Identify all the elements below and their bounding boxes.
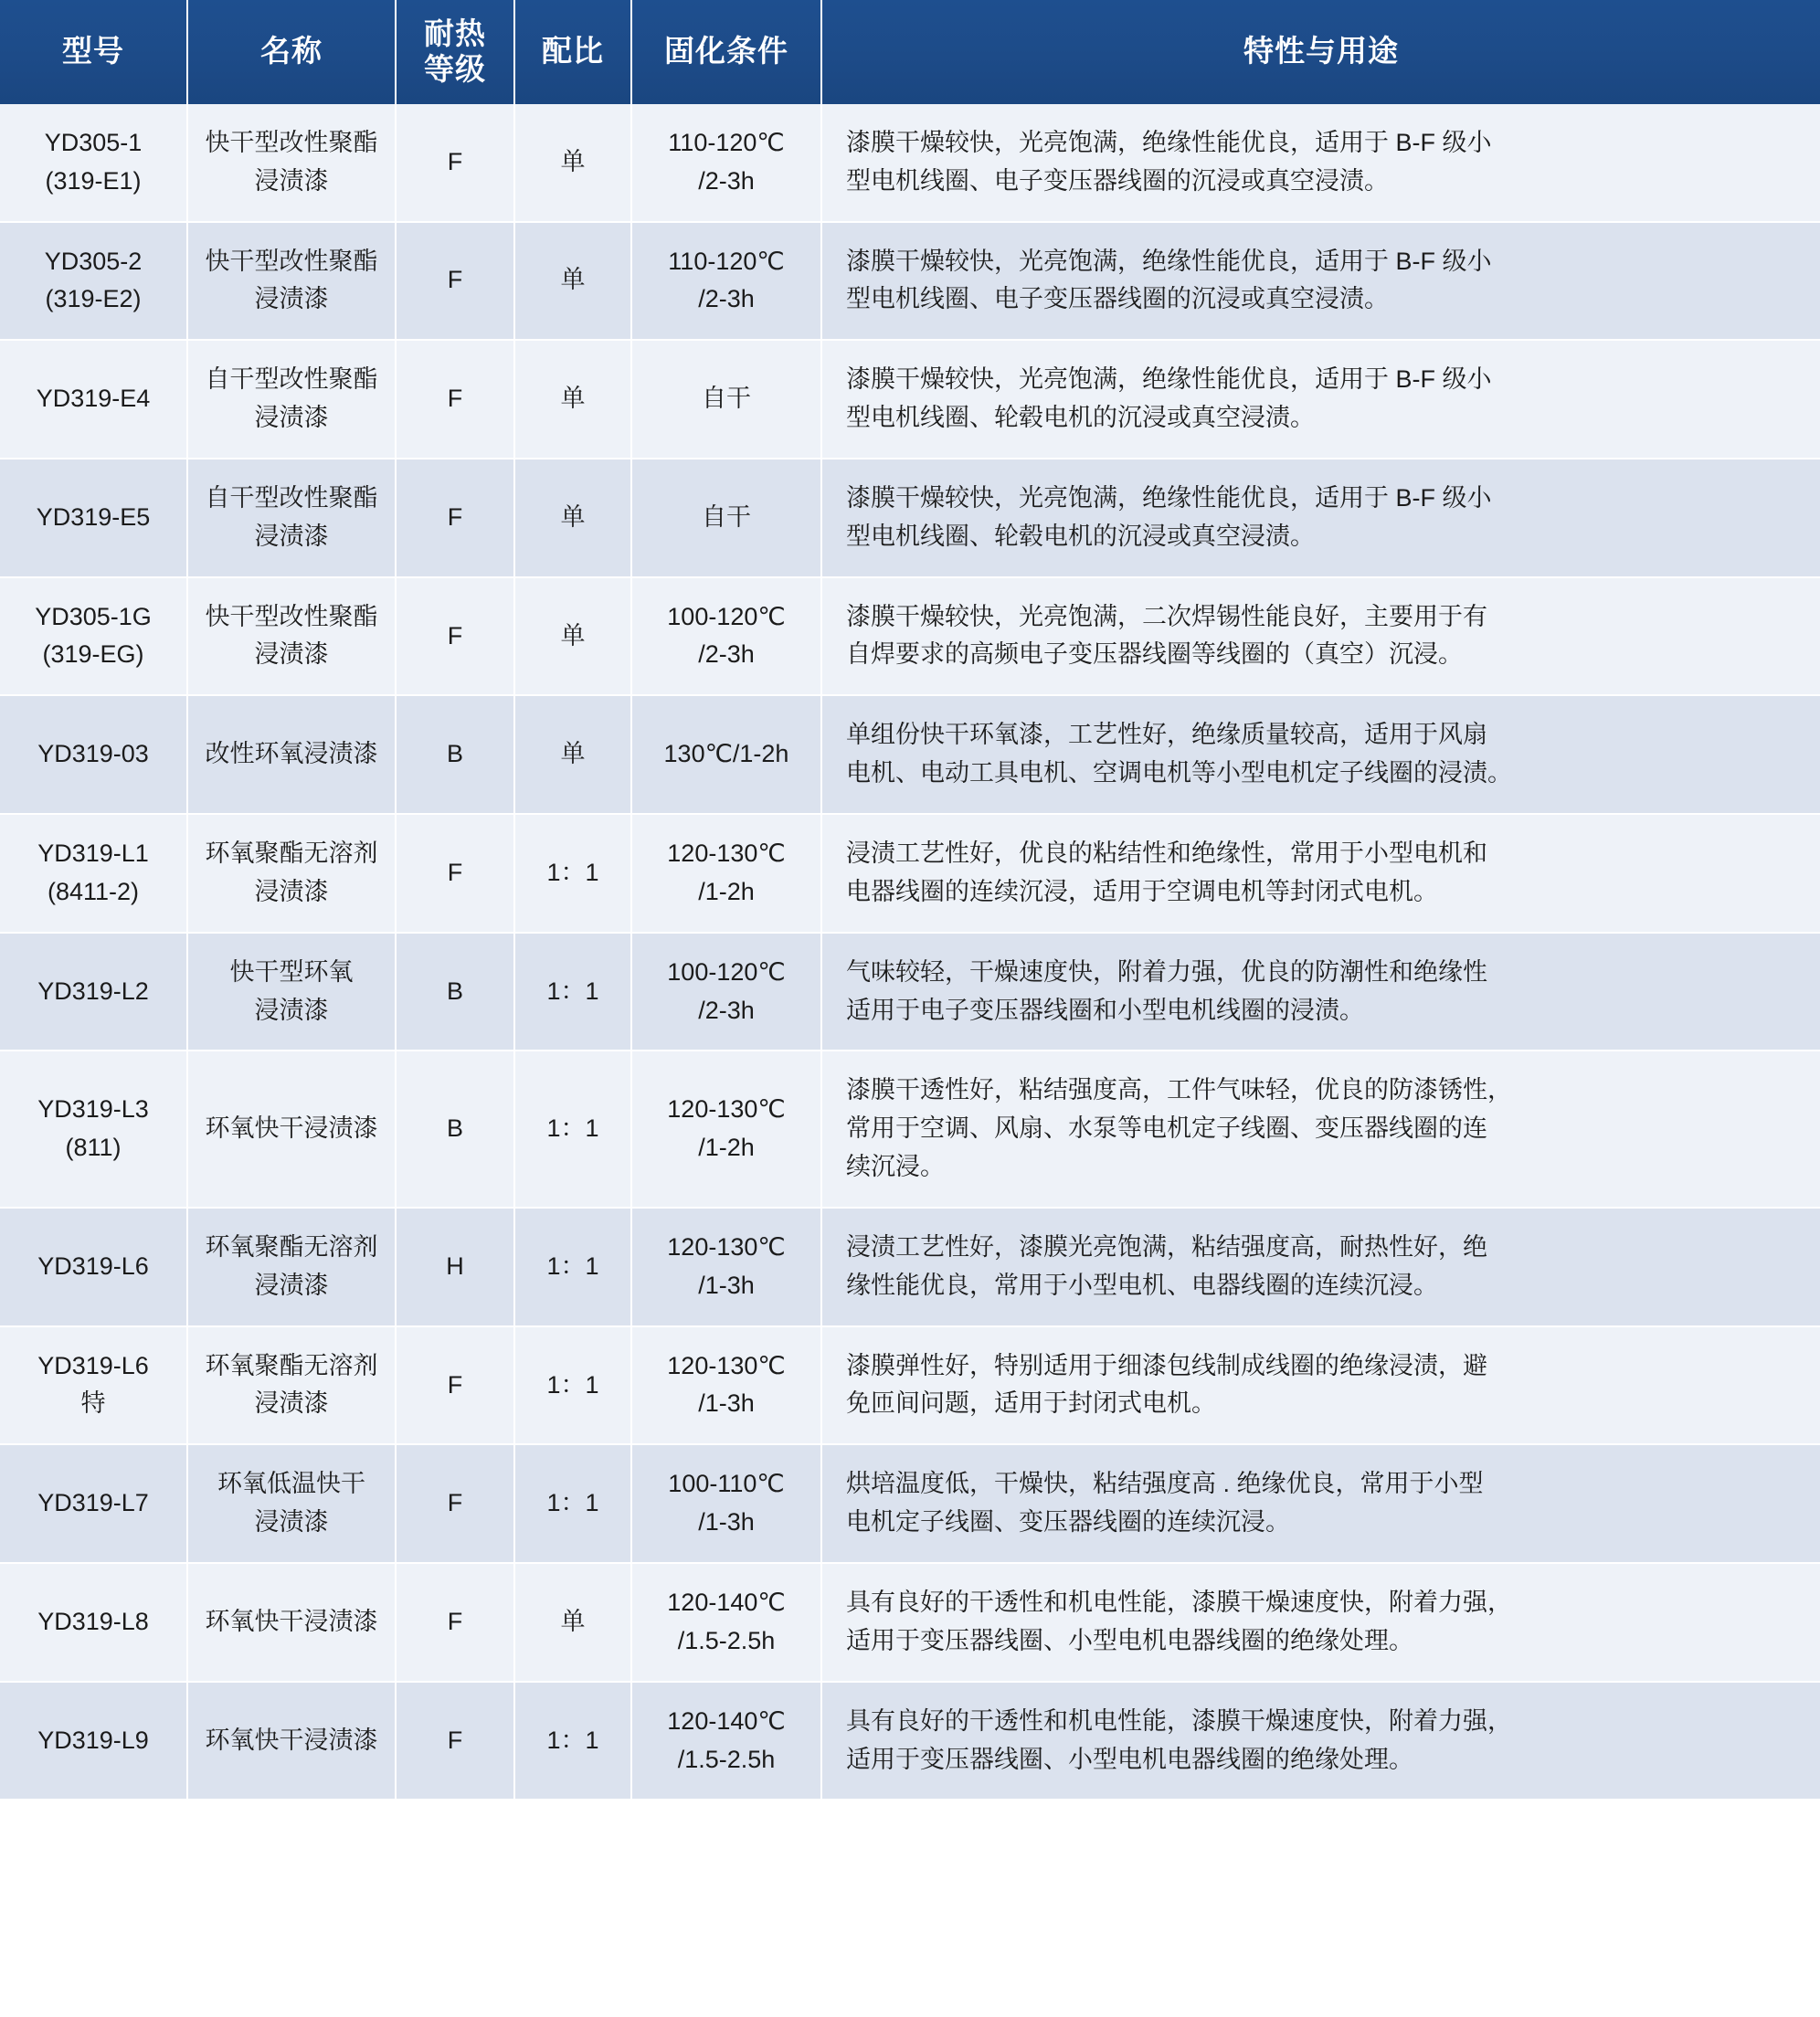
cell-ratio: 单 bbox=[514, 459, 631, 577]
cell-cure-condition bbox=[631, 1682, 821, 1801]
cell-feature-usage bbox=[821, 1444, 1820, 1563]
cell-cure-condition-line: 自干 bbox=[702, 385, 751, 413]
cell-name bbox=[187, 933, 396, 1051]
cell-model bbox=[0, 104, 187, 222]
cell-feature-usage-line: 漆膜干燥较快，光亮饱满，二次焊锡性能良好，主要用于有 bbox=[846, 602, 1487, 630]
cell-cure-condition bbox=[631, 1051, 821, 1208]
cell-feature-usage-line: 漆膜干燥较快，光亮饱满，绝缘性能优良，适用于 B-F 级小 bbox=[846, 247, 1492, 275]
cell-model bbox=[0, 1208, 187, 1326]
table-row bbox=[0, 695, 1820, 814]
cell-heat-grade: B bbox=[396, 933, 514, 1051]
cell-model bbox=[0, 933, 187, 1051]
cell-cure-condition-line: 100-110℃ bbox=[668, 1470, 785, 1498]
cell-cure-condition-line: 130℃/1-2h bbox=[663, 740, 789, 768]
cell-ratio: 1：1 bbox=[514, 1682, 631, 1801]
cell-feature-usage-line: 漆膜干燥较快，光亮饱满，绝缘性能优良，适用于 B-F 级小 bbox=[846, 483, 1492, 512]
cell-name-line: 快干型环氧 bbox=[229, 957, 354, 986]
cell-cure-condition bbox=[631, 104, 821, 222]
cell-model-line: YD319-L7 bbox=[37, 1489, 149, 1517]
cell-cure-condition bbox=[631, 695, 821, 814]
cell-model bbox=[0, 459, 187, 577]
table-row bbox=[0, 814, 1820, 933]
cell-model-line: YD319-L1 bbox=[37, 840, 149, 867]
cell-feature-usage-line: 具有良好的干透性和机电性能，漆膜干燥速度快，附着力强， bbox=[846, 1706, 1512, 1735]
cell-ratio: 1：1 bbox=[514, 814, 631, 933]
cell-cure-condition-line: /1-3h bbox=[698, 1389, 755, 1418]
cell-name-line: 自干型改性聚酯 bbox=[205, 365, 378, 394]
cell-name-line: 浸渍漆 bbox=[254, 877, 329, 905]
cell-heat-grade: F bbox=[396, 1682, 514, 1801]
cell-heat-grade: F bbox=[396, 340, 514, 459]
cell-feature-usage bbox=[821, 1051, 1820, 1208]
cell-model-line: YD319-L6 bbox=[37, 1251, 149, 1280]
cell-cure-condition-line: 120-140℃ bbox=[667, 1706, 786, 1735]
cell-model-line: YD305-2 bbox=[44, 247, 143, 275]
cell-feature-usage-line: 漆膜干透性好，粘结强度高，工件气味轻，优良的防漆锈性， bbox=[846, 1076, 1512, 1104]
cell-ratio: 单 bbox=[514, 104, 631, 222]
column-header-heat-grade-line2: 等级 bbox=[424, 51, 486, 86]
cell-feature-usage-line: 单组份快干环氧漆，工艺性好，绝缘质量较高，适用于风扇 bbox=[846, 721, 1487, 749]
cell-cure-condition-line: /2-3h bbox=[698, 166, 755, 195]
table-row bbox=[0, 222, 1820, 341]
cell-name bbox=[187, 1682, 396, 1801]
cell-cure-condition-line: 120-140℃ bbox=[667, 1588, 786, 1616]
cell-name-line: 浸渍漆 bbox=[254, 640, 329, 669]
cell-name bbox=[187, 222, 396, 341]
cell-feature-usage-line: 型电机线圈、轮毂电机的沉浸或真空浸渍。 bbox=[846, 404, 1315, 432]
cell-heat-grade: H bbox=[396, 1208, 514, 1326]
cell-feature-usage bbox=[821, 577, 1820, 696]
cell-model bbox=[0, 1444, 187, 1563]
cell-feature-usage bbox=[821, 1682, 1820, 1801]
cell-name-line: 浸渍漆 bbox=[254, 1389, 329, 1418]
cell-name-line: 环氧聚酯无溶剂 bbox=[205, 1232, 378, 1261]
cell-cure-condition-line: /2-3h bbox=[698, 285, 755, 313]
cell-name-line: 环氧低温快干 bbox=[217, 1470, 365, 1498]
cell-heat-grade: F bbox=[396, 222, 514, 341]
cell-cure-condition-line: 100-120℃ bbox=[667, 602, 786, 630]
cell-name bbox=[187, 1326, 396, 1445]
cell-heat-grade: B bbox=[396, 695, 514, 814]
cell-name bbox=[187, 814, 396, 933]
cell-cure-condition-line: 120-130℃ bbox=[667, 1095, 786, 1124]
cell-name-line: 浸渍漆 bbox=[254, 285, 329, 313]
cell-name-line: 浸渍漆 bbox=[254, 996, 329, 1024]
cell-ratio: 1：1 bbox=[514, 1051, 631, 1208]
cell-name bbox=[187, 577, 396, 696]
cell-name bbox=[187, 695, 396, 814]
cell-model-line: (319-E2) bbox=[45, 285, 142, 313]
cell-ratio: 1：1 bbox=[514, 1444, 631, 1563]
table-row bbox=[0, 1682, 1820, 1801]
table-row bbox=[0, 1444, 1820, 1563]
table-row bbox=[0, 933, 1820, 1051]
cell-feature-usage-line: 气味较轻，干燥速度快，附着力强，优良的防潮性和绝缘性 bbox=[846, 957, 1487, 986]
cell-name-line: 环氧快干浸渍漆 bbox=[205, 1726, 378, 1754]
cell-heat-grade: F bbox=[396, 459, 514, 577]
cell-ratio: 1：1 bbox=[514, 1326, 631, 1445]
cell-feature-usage bbox=[821, 1563, 1820, 1682]
cell-cure-condition bbox=[631, 933, 821, 1051]
table-row bbox=[0, 104, 1820, 222]
cell-feature-usage bbox=[821, 104, 1820, 222]
cell-feature-usage-line: 自焊要求的高频电子变压器线圈等线圈的（真空）沉浸。 bbox=[846, 640, 1463, 669]
cell-heat-grade: F bbox=[396, 1444, 514, 1563]
cell-ratio: 单 bbox=[514, 222, 631, 341]
cell-feature-usage-line: 缘性能优良，常用于小型电机、电器线圈的连续沉浸。 bbox=[846, 1271, 1438, 1299]
cell-model-line: YD305-1 bbox=[44, 128, 143, 156]
cell-name-line: 快干型改性聚酯 bbox=[205, 602, 378, 630]
cell-name-line: 环氧快干浸渍漆 bbox=[205, 1607, 378, 1635]
cell-cure-condition bbox=[631, 1208, 821, 1326]
column-header-cure-condition: 固化条件 bbox=[631, 0, 821, 104]
cell-name bbox=[187, 1563, 396, 1682]
cell-cure-condition-line: /1-3h bbox=[698, 1508, 755, 1537]
cell-cure-condition bbox=[631, 222, 821, 341]
cell-model-line: YD319-E4 bbox=[36, 385, 151, 413]
cell-cure-condition bbox=[631, 814, 821, 933]
cell-model bbox=[0, 1326, 187, 1445]
cell-cure-condition bbox=[631, 1326, 821, 1445]
cell-feature-usage-line: 具有良好的干透性和机电性能，漆膜干燥速度快，附着力强， bbox=[846, 1588, 1512, 1616]
cell-feature-usage-line: 免匝间问题，适用于封闭式电机。 bbox=[846, 1389, 1216, 1418]
cell-model-line: YD319-L3 bbox=[37, 1095, 149, 1124]
cell-feature-usage-line: 型电机线圈、轮毂电机的沉浸或真空浸渍。 bbox=[846, 522, 1315, 550]
cell-name-line: 环氧聚酯无溶剂 bbox=[205, 840, 378, 867]
cell-heat-grade: F bbox=[396, 1563, 514, 1682]
cell-model-line: YD319-L2 bbox=[37, 977, 149, 1005]
cell-name-line: 环氧快干浸渍漆 bbox=[205, 1114, 378, 1143]
cell-model bbox=[0, 814, 187, 933]
cell-feature-usage-line: 型电机线圈、电子变压器线圈的沉浸或真空浸渍。 bbox=[846, 285, 1389, 313]
cell-cure-condition bbox=[631, 1444, 821, 1563]
cell-model bbox=[0, 340, 187, 459]
cell-feature-usage bbox=[821, 340, 1820, 459]
table-row bbox=[0, 1208, 1820, 1326]
column-header-heat-grade bbox=[396, 0, 514, 104]
cell-feature-usage bbox=[821, 222, 1820, 341]
cell-name-line: 浸渍漆 bbox=[254, 166, 329, 195]
cell-name-line: 浸渍漆 bbox=[254, 1271, 329, 1299]
cell-cure-condition-line: /1-2h bbox=[698, 1134, 755, 1162]
cell-cure-condition-line: 110-120℃ bbox=[668, 128, 785, 156]
table-header bbox=[0, 0, 1820, 104]
cell-feature-usage-line: 电器线圈的连续沉浸，适用于空调电机等封闭式电机。 bbox=[846, 877, 1438, 905]
cell-feature-usage-line: 漆膜弹性好，特别适用于细漆包线制成线圈的绝缘浸渍，避 bbox=[846, 1351, 1487, 1379]
cell-cure-condition-line: /1.5-2.5h bbox=[677, 1626, 776, 1654]
cell-feature-usage bbox=[821, 933, 1820, 1051]
cell-model-line: YD319-E5 bbox=[36, 502, 151, 531]
cell-feature-usage bbox=[821, 814, 1820, 933]
cell-cure-condition bbox=[631, 577, 821, 696]
cell-heat-grade: F bbox=[396, 577, 514, 696]
cell-name bbox=[187, 1444, 396, 1563]
cell-name-line: 浸渍漆 bbox=[254, 1508, 329, 1537]
table-row bbox=[0, 459, 1820, 577]
cell-cure-condition bbox=[631, 459, 821, 577]
cell-model bbox=[0, 1051, 187, 1208]
cell-cure-condition-line: /1-3h bbox=[698, 1271, 755, 1299]
cell-feature-usage bbox=[821, 459, 1820, 577]
cell-feature-usage bbox=[821, 1208, 1820, 1326]
header-row bbox=[0, 0, 1820, 104]
cell-cure-condition-line: /2-3h bbox=[698, 996, 755, 1024]
cell-model-line: YD319-03 bbox=[37, 740, 149, 768]
cell-cure-condition-line: /1-2h bbox=[698, 877, 755, 905]
cell-heat-grade: F bbox=[396, 104, 514, 222]
cell-cure-condition-line: /2-3h bbox=[698, 640, 755, 669]
table-row bbox=[0, 577, 1820, 696]
cell-cure-condition-line: 100-120℃ bbox=[667, 957, 786, 986]
cell-feature-usage-line: 适用于变压器线圈、小型电机电器线圈的绝缘处理。 bbox=[846, 1626, 1413, 1654]
cell-name-line: 快干型改性聚酯 bbox=[205, 128, 378, 156]
cell-feature-usage-line: 适用于电子变压器线圈和小型电机线圈的浸渍。 bbox=[846, 996, 1364, 1024]
cell-model-line: YD319-L9 bbox=[37, 1726, 149, 1754]
column-header-model: 型号 bbox=[0, 0, 187, 104]
table-row bbox=[0, 1326, 1820, 1445]
cell-name bbox=[187, 1051, 396, 1208]
cell-cure-condition-line: 110-120℃ bbox=[668, 247, 785, 275]
table-row bbox=[0, 1051, 1820, 1208]
cell-model bbox=[0, 577, 187, 696]
cell-ratio: 单 bbox=[514, 577, 631, 696]
cell-name bbox=[187, 1208, 396, 1326]
cell-cure-condition-line: 120-130℃ bbox=[667, 1351, 786, 1379]
column-header-heat-grade-line1: 耐热 bbox=[424, 16, 486, 50]
cell-feature-usage-line: 型电机线圈、电子变压器线圈的沉浸或真空浸渍。 bbox=[846, 166, 1389, 195]
cell-feature-usage-line: 漆膜干燥较快，光亮饱满，绝缘性能优良，适用于 B-F 级小 bbox=[846, 128, 1492, 156]
cell-feature-usage-line: 适用于变压器线圈、小型电机电器线圈的绝缘处理。 bbox=[846, 1745, 1413, 1773]
cell-model-line: 特 bbox=[80, 1389, 106, 1418]
table-row bbox=[0, 340, 1820, 459]
cell-name-line: 浸渍漆 bbox=[254, 522, 329, 550]
table-row bbox=[0, 1563, 1820, 1682]
cell-feature-usage-line: 浸渍工艺性好，漆膜光亮饱满，粘结强度高，耐热性好，绝 bbox=[846, 1232, 1487, 1261]
cell-name-line: 快干型改性聚酯 bbox=[205, 247, 378, 275]
cell-model bbox=[0, 1563, 187, 1682]
cell-feature-usage-line: 浸渍工艺性好，优良的粘结性和绝缘性，常用于小型电机和 bbox=[846, 840, 1487, 867]
cell-feature-usage-line: 烘培温度低，干燥快，粘结强度高 . 绝缘优良，常用于小型 bbox=[846, 1470, 1484, 1498]
cell-cure-condition-line: 自干 bbox=[702, 502, 751, 531]
column-header-ratio: 配比 bbox=[514, 0, 631, 104]
cell-name bbox=[187, 104, 396, 222]
column-header-name: 名称 bbox=[187, 0, 396, 104]
cell-ratio: 单 bbox=[514, 695, 631, 814]
cell-name bbox=[187, 340, 396, 459]
cell-feature-usage-line: 常用于空调、风扇、水泵等电机定子线圈、变压器线圈的连 bbox=[846, 1114, 1487, 1143]
cell-name-line: 环氧聚酯无溶剂 bbox=[205, 1351, 378, 1379]
cell-name bbox=[187, 459, 396, 577]
cell-model-line: YD319-L8 bbox=[37, 1607, 149, 1635]
cell-ratio: 单 bbox=[514, 340, 631, 459]
cell-name-line: 浸渍漆 bbox=[254, 404, 329, 432]
cell-heat-grade: F bbox=[396, 1326, 514, 1445]
cell-model bbox=[0, 222, 187, 341]
table-body bbox=[0, 104, 1820, 1800]
cell-feature-usage-line: 电机、电动工具电机、空调电机等小型电机定子线圈的浸渍。 bbox=[846, 759, 1512, 787]
cell-model-line: YD319-L6 bbox=[37, 1351, 149, 1379]
cell-model bbox=[0, 695, 187, 814]
cell-model-line: (319-E1) bbox=[45, 166, 142, 195]
cell-feature-usage-line: 电机定子线圈、变压器线圈的连续沉浸。 bbox=[846, 1508, 1290, 1537]
cell-cure-condition bbox=[631, 340, 821, 459]
cell-feature-usage bbox=[821, 695, 1820, 814]
cell-cure-condition-line: 120-130℃ bbox=[667, 1232, 786, 1261]
cell-name-line: 改性环氧浸渍漆 bbox=[205, 740, 378, 768]
cell-ratio: 单 bbox=[514, 1563, 631, 1682]
cell-heat-grade: F bbox=[396, 814, 514, 933]
cell-feature-usage-line: 续沉浸。 bbox=[846, 1153, 945, 1181]
cell-cure-condition-line: 120-130℃ bbox=[667, 840, 786, 867]
cell-ratio: 1：1 bbox=[514, 1208, 631, 1326]
column-header-feature-usage: 特性与用途 bbox=[821, 0, 1820, 104]
cell-heat-grade: B bbox=[396, 1051, 514, 1208]
cell-model bbox=[0, 1682, 187, 1801]
cell-cure-condition-line: /1.5-2.5h bbox=[677, 1745, 776, 1773]
cell-ratio: 1：1 bbox=[514, 933, 631, 1051]
cell-model-line: (8411-2) bbox=[47, 877, 140, 905]
cell-name-line: 自干型改性聚酯 bbox=[205, 483, 378, 512]
cell-model-line: YD305-1G bbox=[35, 602, 152, 630]
cell-model-line: (811) bbox=[65, 1134, 122, 1162]
cell-cure-condition bbox=[631, 1563, 821, 1682]
cell-feature-usage-line: 漆膜干燥较快，光亮饱满，绝缘性能优良，适用于 B-F 级小 bbox=[846, 365, 1492, 394]
cell-feature-usage bbox=[821, 1326, 1820, 1445]
cell-model-line: (319-EG) bbox=[42, 640, 144, 669]
